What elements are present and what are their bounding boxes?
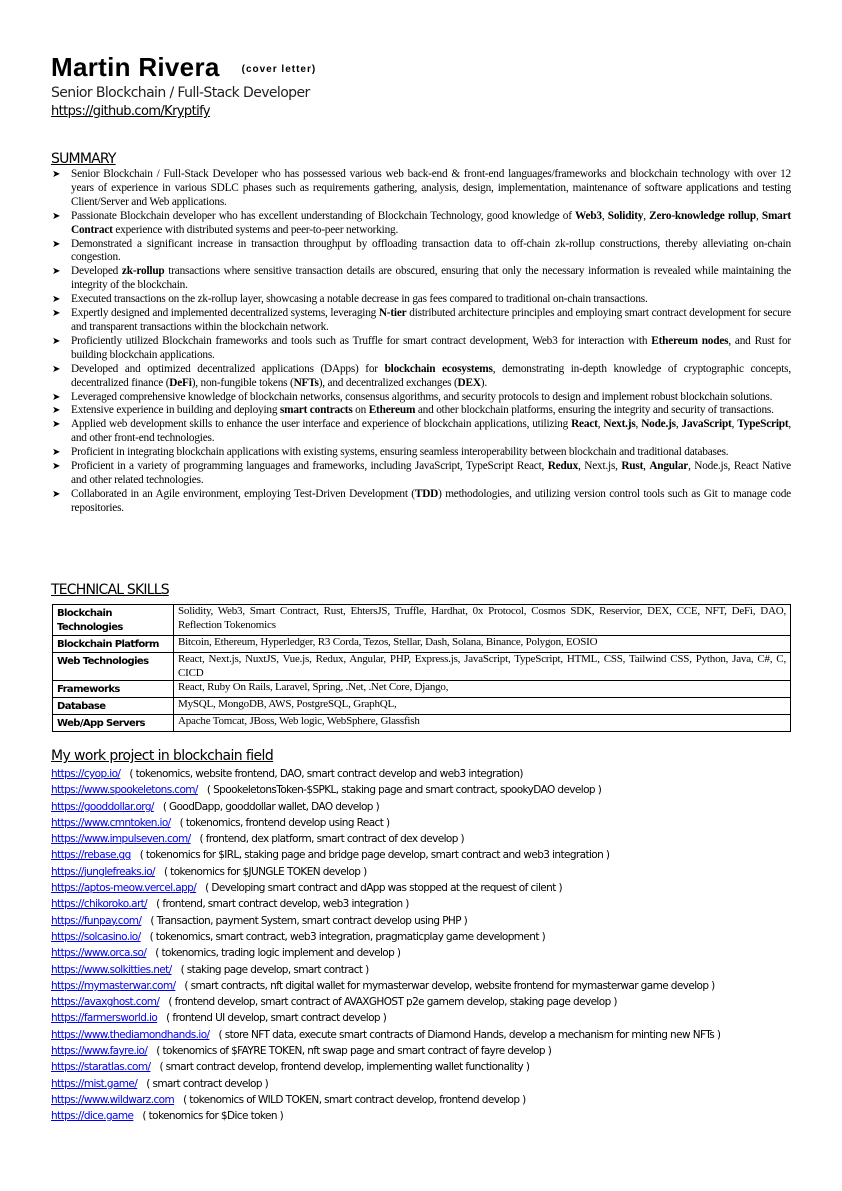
arrow-bullet-icon: ➤ bbox=[52, 461, 61, 473]
project-description: ( frontend, smart contract develop, web3 integration ) bbox=[156, 898, 409, 911]
bold-keyword: DeFi bbox=[169, 376, 192, 389]
project-item bbox=[51, 1027, 720, 1043]
project-link[interactable]: https://funpay.com/ bbox=[51, 914, 142, 927]
project-description: ( smart contracts, nft digital wallet for mymasterwar develop, website frontend for mymasterwar game develop ) bbox=[184, 979, 715, 992]
skills-row bbox=[53, 681, 791, 698]
arrow-bullet-icon: ➤ bbox=[52, 391, 61, 403]
arrow-bullet-icon: ➤ bbox=[52, 308, 61, 320]
skill-values: Solidity, Web3, Smart Contract, Rust, EhtersJS, Truffle, Hardhat, 0x Protocol, Cosmos SDK, Reservior, DEX, CCE, NFT, DeFi, DAO, Reflection Tokenomics bbox=[174, 605, 791, 636]
project-item bbox=[51, 913, 720, 929]
bullet-text: Collaborated in an Agile environment, employing Test-Driven Development ( bbox=[71, 487, 415, 500]
summary-bullet bbox=[51, 238, 791, 266]
project-link[interactable]: https://www.impulseven.com/ bbox=[51, 833, 191, 846]
bullet-text: , Node.js, React Native and other related technologies. bbox=[71, 460, 791, 486]
arrow-bullet-icon: ➤ bbox=[52, 335, 61, 347]
bullet-text: Proficient in a variety of programming languages and frameworks, including JavaScript, TypeScript React, bbox=[71, 460, 548, 473]
project-description: ( SpookeletonsToken-$SPKL, staking page and smart contract, spookyDAO develop ) bbox=[206, 784, 602, 797]
project-link[interactable]: https://www.spookeletons.com/ bbox=[51, 784, 198, 797]
bullet-text: ), and decentralized exchanges ( bbox=[318, 376, 458, 389]
bullet-text: , demonstrating in-depth knowledge of cryptographic concepts, decentralized finance ( bbox=[71, 362, 791, 389]
summary-bullet bbox=[51, 293, 791, 307]
summary-bullet bbox=[51, 404, 791, 418]
project-description: ( Developing smart contract and dApp was stopped at the request of cilent ) bbox=[205, 882, 562, 895]
project-link[interactable]: https://www.wildwarz.com bbox=[51, 1093, 175, 1106]
project-item bbox=[51, 880, 720, 896]
summary-heading: SUMMARY bbox=[51, 151, 116, 167]
skills-row bbox=[53, 715, 791, 732]
summary-bullet bbox=[51, 168, 791, 210]
bold-keyword: N-tier bbox=[378, 307, 407, 320]
bullet-text: ) methodologies, and utilizing version control tools such as Git to manage code repositories. bbox=[71, 487, 791, 514]
skills-row bbox=[53, 605, 791, 636]
project-description: ( Transaction, payment System, smart contract develop using PHP ) bbox=[150, 914, 468, 927]
project-item bbox=[51, 766, 720, 782]
project-item bbox=[51, 782, 720, 798]
bullet-text: Passionate Blockchain developer who has excellent understanding of Blockchain Technology, good knowledge of bbox=[71, 209, 576, 222]
project-link[interactable]: https://chikoroko.art/ bbox=[51, 898, 148, 911]
arrow-bullet-icon: ➤ bbox=[52, 266, 61, 278]
project-description: ( tokenomics of WILD TOKEN, smart contract develop, frontend develop ) bbox=[183, 1093, 526, 1106]
bold-keyword: Ethereum nodes bbox=[651, 334, 729, 347]
summary-bullet bbox=[51, 363, 791, 391]
bullet-text: Applied web development skills to enhance the user interface and experience of blockchain applications, utilizing bbox=[71, 418, 572, 431]
bullet-text: , and other front-end technologies. bbox=[71, 418, 792, 445]
projects-heading: My work project in blockchain field bbox=[51, 748, 274, 764]
bold-keyword: zk-rollup bbox=[121, 265, 165, 278]
project-description: ( store NFT data, execute smart contracts of Diamond Hands, develop a mechanism for minting new NFTs ) bbox=[218, 1028, 721, 1041]
skills-row bbox=[53, 636, 791, 653]
bold-keyword: Angular bbox=[649, 460, 689, 473]
project-link[interactable]: https://avaxghost.com/ bbox=[51, 996, 160, 1009]
bold-keyword: Node.js bbox=[641, 418, 676, 431]
bold-keyword: Redux bbox=[547, 460, 579, 473]
summary-list bbox=[51, 168, 791, 516]
skill-values: Apache Tomcat, JBoss, Web logic, WebSphere, Glassfish bbox=[174, 715, 791, 732]
arrow-bullet-icon: ➤ bbox=[52, 488, 61, 500]
project-item bbox=[51, 1092, 720, 1108]
project-link[interactable]: https://aptos-meow.vercel.app/ bbox=[51, 882, 197, 895]
summary-bullet bbox=[51, 210, 791, 238]
bullet-text: experience with distributed systems and peer-to-peer networking. bbox=[112, 223, 399, 236]
projects-list bbox=[51, 766, 720, 1125]
arrow-bullet-icon: ➤ bbox=[52, 169, 61, 180]
project-item bbox=[51, 962, 720, 978]
summary-bullet bbox=[51, 265, 791, 293]
project-link[interactable]: https://www.thediamondhands.io/ bbox=[51, 1028, 210, 1041]
bullet-text: Expertly designed and implemented decentralized systems, leveraging bbox=[71, 307, 379, 320]
project-description: ( tokenomics for $JUNGLE TOKEN develop ) bbox=[163, 865, 367, 878]
project-item bbox=[51, 978, 720, 994]
skill-values: MySQL, MongoDB, AWS, PostgreSQL, GraphQL, bbox=[174, 698, 791, 715]
summary-bullet bbox=[51, 391, 791, 405]
arrow-bullet-icon: ➤ bbox=[52, 294, 61, 306]
summary-bullet bbox=[51, 335, 791, 363]
skills-row bbox=[53, 698, 791, 715]
bold-keyword: blockchain ecosystems bbox=[384, 362, 493, 375]
project-item bbox=[51, 896, 720, 912]
project-description: ( tokenomics, smart contract, web3 integration, pragmaticplay game development ) bbox=[149, 930, 546, 943]
arrow-bullet-icon: ➤ bbox=[52, 238, 61, 250]
skill-category: Blockchain Technologies bbox=[53, 605, 174, 636]
bullet-text: Proficient in integrating blockchain applications with existing systems, ensuring seamless interoperability between blockchain and traditional databases. bbox=[71, 446, 729, 459]
bold-keyword: smart contracts bbox=[279, 404, 353, 417]
bullet-text: , bbox=[731, 418, 738, 431]
project-description: ( GoodDapp, gooddollar wallet, DAO develop ) bbox=[162, 800, 380, 813]
project-item bbox=[51, 929, 720, 945]
arrow-bullet-icon: ➤ bbox=[52, 447, 61, 459]
bullet-text: Demonstrated a significant increase in transaction throughput by offloading transaction data to off-chain zk-rollup constructions, thereby alleviating on-chain congestion. bbox=[71, 237, 791, 264]
bold-keyword: DEX bbox=[457, 376, 481, 389]
bold-keyword: Next.js bbox=[603, 418, 636, 431]
bullet-text: and other blockchain platforms, ensuring the integrity and security of transactions. bbox=[415, 404, 774, 417]
summary-bullet bbox=[51, 446, 791, 460]
project-item bbox=[51, 831, 720, 847]
bullet-text: ). bbox=[480, 376, 487, 389]
bullet-text: transactions where sensitive transaction details are obscured, ensuring that only the necessary information is revealed while maintaining the integrity of the blockchain. bbox=[71, 265, 791, 292]
project-description: ( frontend UI develop, smart contract develop ) bbox=[166, 1012, 387, 1025]
skill-category: Web Technologies bbox=[53, 653, 174, 681]
project-link[interactable]: https://mymasterwar.com/ bbox=[51, 979, 176, 992]
arrow-bullet-icon: ➤ bbox=[52, 363, 61, 375]
bullet-text: , bbox=[601, 209, 608, 222]
summary-bullet bbox=[51, 418, 791, 446]
bold-keyword: TDD bbox=[414, 487, 439, 500]
bullet-text: Executed transactions on the zk-rollup layer, showcasing a notable decrease in gas fees compared to traditional on-chain transactions. bbox=[71, 293, 648, 306]
project-link[interactable]: https://dice.game bbox=[51, 1110, 134, 1123]
skills-row bbox=[53, 653, 791, 681]
project-description: ( tokenomics for $Dice token ) bbox=[142, 1110, 284, 1123]
bold-keyword: NFTs bbox=[293, 376, 319, 389]
arrow-bullet-icon: ➤ bbox=[52, 419, 61, 431]
bullet-text: distributed architecture principles and employing smart contract development for secure and transparent transactions within the blockchain network. bbox=[71, 307, 792, 333]
project-link[interactable]: https://junglefreaks.io/ bbox=[51, 865, 155, 878]
bold-keyword: Zero-knowledge rollup bbox=[649, 209, 756, 222]
project-description: ( tokenomics, trading logic implement and develop ) bbox=[155, 947, 401, 960]
project-link[interactable]: https://mist.game/ bbox=[51, 1077, 138, 1090]
project-item bbox=[51, 799, 720, 815]
github-link[interactable]: https://github.com/Kryptify bbox=[51, 104, 210, 119]
project-description: ( smart contract develop, frontend develop, implementing wallet functionality ) bbox=[159, 1061, 530, 1074]
summary-bullet bbox=[51, 488, 791, 516]
bullet-text: Senior Blockchain / Full-Stack Developer who has possessed various web back-end & front-end languages/frameworks and blockchain technology with over 12 years of experience in various SDLC phases such as requirements gathering, analysis, design, implementation, maintenance of software applications and testing Client/Server and Web applications. bbox=[71, 168, 791, 208]
bold-keyword: Solidity bbox=[607, 209, 644, 222]
project-item bbox=[51, 1059, 720, 1075]
bullet-text: Developed bbox=[71, 265, 122, 278]
bullet-text: , bbox=[635, 418, 642, 431]
project-link[interactable]: https://cyop.io/ bbox=[51, 768, 121, 780]
cover-letter-note: (cover letter) bbox=[241, 64, 317, 75]
bullet-text: , bbox=[643, 209, 650, 222]
bold-keyword: React bbox=[571, 418, 598, 431]
bullet-text: Developed and optimized decentralized applications (DApps) for bbox=[71, 362, 385, 375]
bullet-text: , and Rust for building blockchain applications. bbox=[71, 334, 791, 361]
bold-keyword: Rust bbox=[621, 460, 644, 473]
bold-keyword: JavaScript bbox=[681, 418, 732, 431]
bullet-text: , bbox=[597, 418, 604, 431]
skill-values: React, Next.js, NuxtJS, Vue.js, Redux, Angular, PHP, Express.js, JavaScript, TypeScript, HTML, CSS, Tailwind CSS, Python, Java, C#, C, CICD bbox=[174, 653, 791, 681]
project-description: ( smart contract develop ) bbox=[146, 1077, 269, 1090]
bold-keyword: Ethereum bbox=[368, 404, 416, 417]
project-description: ( frontend, dex platform, smart contract of dex develop ) bbox=[199, 833, 465, 846]
technical-skills-heading: TECHNICAL SKILLS bbox=[51, 582, 169, 598]
project-description: ( tokenomics of $FAYRE TOKEN, nft swap page and smart contract of fayre develop ) bbox=[156, 1045, 552, 1058]
project-item bbox=[51, 1010, 720, 1026]
job-title: Senior Blockchain / Full-Stack Developer bbox=[51, 85, 310, 101]
project-item bbox=[51, 1108, 720, 1124]
project-item bbox=[51, 945, 720, 961]
project-item bbox=[51, 847, 720, 863]
project-item bbox=[51, 1043, 720, 1059]
project-link[interactable]: https://rebase.gg bbox=[51, 849, 131, 862]
bullet-text: , bbox=[643, 460, 650, 473]
bullet-text: Extensive experience in building and deploying bbox=[71, 404, 280, 417]
project-description: ( frontend develop, smart contract of AVAXGHOST p2e gamem develop, staking page develop ) bbox=[168, 996, 617, 1009]
project-link[interactable]: https://solcasino.io/ bbox=[51, 930, 141, 943]
project-link[interactable]: https://farmersworld.io bbox=[51, 1012, 158, 1025]
project-link[interactable]: https://www.cmntoken.io/ bbox=[51, 816, 171, 829]
candidate-name bbox=[51, 52, 316, 83]
project-description: ( tokenomics, website frontend, DAO, smart contract develop and web3 integration) bbox=[129, 768, 523, 780]
summary-bullet bbox=[51, 307, 791, 335]
project-item bbox=[51, 815, 720, 831]
project-description: ( tokenomics, frontend develop using React ) bbox=[179, 816, 390, 829]
summary-bullet bbox=[51, 460, 791, 488]
project-description: ( tokenomics for $IRL, staking page and bridge page develop, smart contract and web3 integration ) bbox=[139, 849, 610, 862]
bullet-text: Leveraged comprehensive knowledge of blockchain networks, consensus algorithms, and security protocols to design and implement robust blockchain solutions. bbox=[71, 390, 773, 403]
project-link[interactable]: https://www.orca.so/ bbox=[51, 947, 147, 960]
skill-values: React, Ruby On Rails, Laravel, Spring, .Net, .Net Core, Django, bbox=[174, 681, 791, 698]
name-text: Martin Rivera bbox=[51, 52, 220, 82]
bullet-text: ), non-fungible tokens ( bbox=[191, 376, 294, 389]
bold-keyword: Smart Contract bbox=[71, 209, 791, 236]
skill-category: Blockchain Platform bbox=[53, 636, 174, 653]
arrow-bullet-icon: ➤ bbox=[52, 210, 61, 222]
arrow-bullet-icon: ➤ bbox=[52, 405, 61, 417]
bullet-text: Proficiently utilized Blockchain frameworks and tools such as Truffle for smart contract development, Web3 for interaction with bbox=[71, 334, 652, 347]
project-link[interactable]: https://www.fayre.io/ bbox=[51, 1045, 148, 1058]
skill-category: Frameworks bbox=[53, 681, 174, 698]
project-item bbox=[51, 1076, 720, 1092]
bullet-text: , bbox=[675, 418, 682, 431]
bullet-text: , bbox=[755, 209, 762, 222]
project-item bbox=[51, 994, 720, 1010]
project-description: ( staking page develop, smart contract ) bbox=[180, 963, 369, 976]
skill-category: Database bbox=[53, 698, 174, 715]
project-link[interactable]: https://staratlas.com/ bbox=[51, 1061, 151, 1074]
bullet-text: , Next.js, bbox=[578, 460, 622, 473]
skill-values: Bitcoin, Ethereum, Hyperledger, R3 Corda, Tezos, Stellar, Dash, Solana, Binance, Polygon, EOSIO bbox=[174, 636, 791, 653]
bullet-text: on bbox=[352, 404, 369, 417]
project-link[interactable]: https://www.solkitties.net/ bbox=[51, 963, 172, 976]
project-item bbox=[51, 864, 720, 880]
project-link[interactable]: https://gooddollar.org/ bbox=[51, 800, 154, 813]
skill-category: Web/App Servers bbox=[53, 715, 174, 732]
bold-keyword: TypeScript bbox=[737, 418, 789, 431]
bold-keyword: Web3 bbox=[575, 209, 602, 222]
skills-table bbox=[52, 604, 791, 732]
